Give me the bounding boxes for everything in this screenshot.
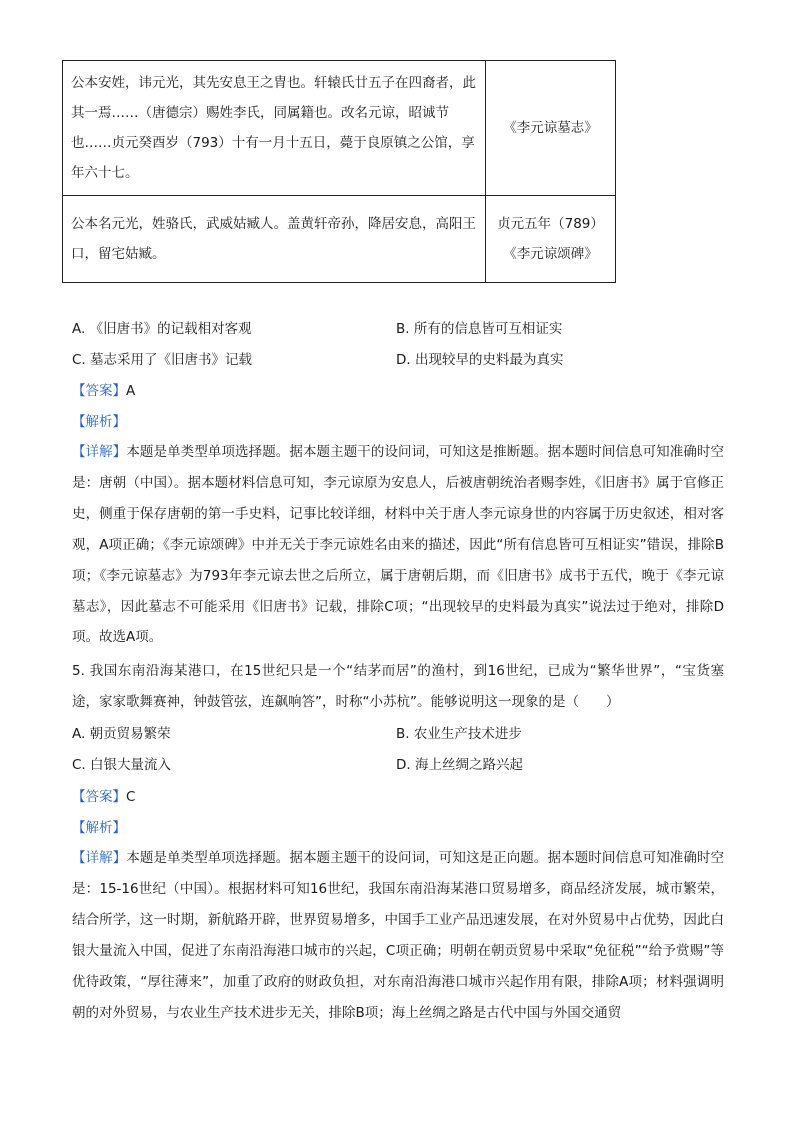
analysis-label: 【解析】	[72, 820, 126, 836]
source-row	[63, 61, 616, 196]
answer-value: C	[126, 789, 136, 805]
q5-option-d: D. 海上丝绸之路兴起	[396, 757, 523, 773]
q4-option-c: C. 墓志采用了《旧唐书》记载	[72, 352, 253, 368]
analysis-label: 【解析】	[72, 414, 126, 430]
source-citation: 《李元谅墓志》	[486, 61, 616, 196]
q5-stem: 5. 我国东南沿海某港口，在15世纪只是一个“结茅而居”的渔村，到16世纪，已成为“繁华世界”，“宝货塞途，家家歌舞赛神，钟鼓管弦，连飙响答”，时称“小苏杭”。能够说明这一现象的是（ ）	[72, 663, 724, 710]
detail-text: 本题是单类型单项选择题。据本题主题干的设问词，可知这是正向题。据本题时间信息可知准确时空是：15-16世纪（中国）。根据材料可知16世纪，我国东南沿海某港口贸易增多，商品经济发展，城市繁荣，结合所学，这一时期，新航路开辟，世界贸易增多，中国手工业产品迅速发展，在对外贸易中占优势，因此白银大量流入中国，促进了东南沿海港口城市的兴起，C项正确；明朝在朝贡贸易中采取“免征税”“给予赏赐”等优待政策，“厚往薄来”，加重了政府的财政负担，对东南沿海港口城市兴起作用有限，排除A项；材料强调明朝的对外贸易，与农业生产技术进步无关，排除B项；海上丝绸之路是古代中国与外国交通贸	[72, 850, 725, 1021]
detail-label: 【详解】	[72, 850, 127, 866]
q4-answer	[72, 376, 724, 406]
detail-text: 本题是单类型单项选择题。据本题主题干的设问词，可知这是推断题。据本题时间信息可知准确时空是：唐朝（中国）。据本题材料信息可知，李元谅原为安息人，后被唐朝统治者赐李姓，《旧唐书》属于官修正史，侧重于保存唐朝的第一手史料，记事比较详细，材料中关于唐人李元谅身世的内容属于历史叙述，相对客观，A项正确；《李元谅颂碑》中并无关于李元谅姓名由来的描述，因此“所有信息皆可互相证实”错误，排除B项；《李元谅墓志》为793年李元谅去世之后所立，属于唐朝后期，而《旧唐书》成书于五代，晚于《李元谅墓志》，因此墓志不可能采用《旧唐书》记载，排除C项；“出现较早的史料最为真实”说法过于绝对，排除D项。故选A项。	[72, 444, 725, 646]
q5-option-a: A. 朝贡贸易繁荣	[72, 726, 171, 742]
q4-detail	[72, 437, 724, 653]
source-table	[62, 60, 616, 283]
answer-value: A	[126, 383, 136, 399]
detail-label: 【详解】	[72, 444, 127, 460]
source-text: 公本名元光，姓骆氏，武威姑臧人。盖黄轩帝孙，降居安息，高阳王口，留宅姑臧。	[63, 196, 486, 283]
answer-label: 【答案】	[72, 383, 126, 399]
q4-analysis-label	[72, 407, 724, 437]
q5-detail	[72, 843, 724, 1028]
answer-label: 【答案】	[72, 789, 126, 805]
citation-date: 贞元五年（789）	[497, 216, 604, 232]
q4-option-b: B. 所有的信息皆可互相证实	[396, 321, 563, 337]
q5-option-b: B. 农业生产技术进步	[396, 726, 522, 742]
q5-answer	[72, 782, 724, 812]
citation-title: 《李元谅颂碑》	[503, 246, 598, 262]
q5-analysis-label	[72, 813, 724, 843]
source-row	[63, 196, 616, 283]
source-citation	[486, 196, 616, 283]
q4-option-d: D. 出现较早的史料最为真实	[396, 352, 564, 368]
q5-option-c: C. 白银大量流入	[72, 757, 172, 773]
q4-option-a: A. 《旧唐书》的记载相对客观	[72, 321, 252, 337]
source-text: 公本安姓，讳元光，其先安息王之胄也。轩辕氏廿五子在四裔者，此其一焉……（唐德宗）赐姓李氏，同属籍也。改名元谅，昭诚节也……贞元癸酉岁（793）十有一月十五日，薨于良原镇之公馆，享年六十七。	[63, 61, 486, 196]
